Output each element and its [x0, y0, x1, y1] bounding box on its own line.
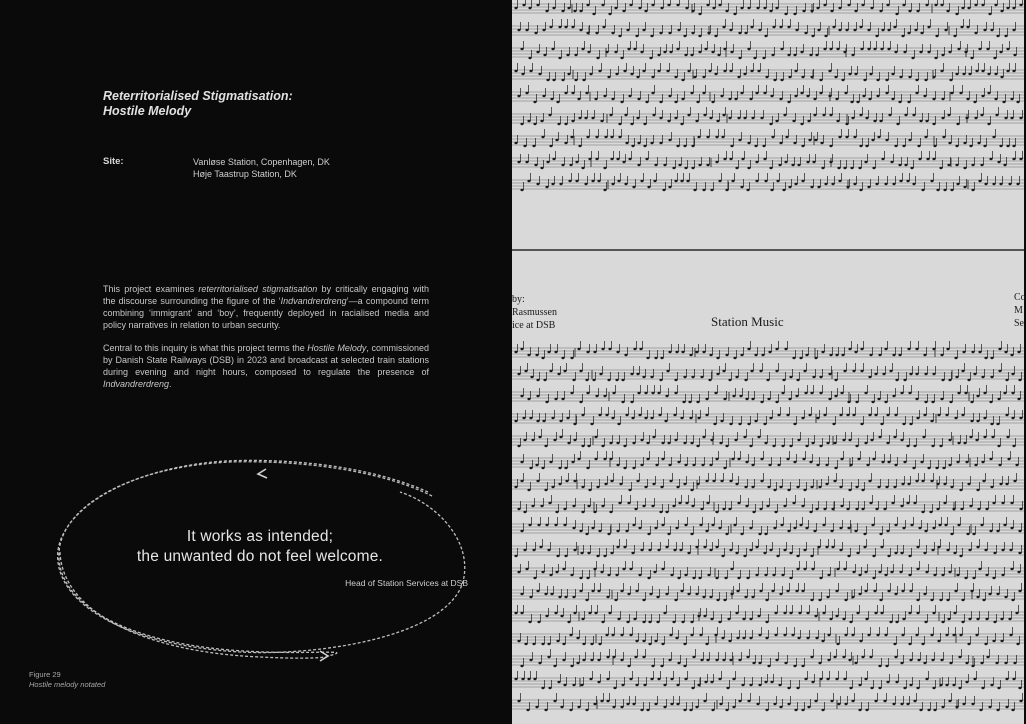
figure-caption-text: Hostile melody notated	[29, 680, 106, 689]
staff-system	[512, 495, 1024, 513]
quote-line-2: the unwanted do not feel welcome.	[136, 548, 384, 565]
staff-system	[512, 129, 1024, 147]
staff-system	[512, 693, 1024, 711]
sheet-music-image	[512, 0, 1024, 724]
staff-system	[512, 63, 1024, 81]
staff-system	[512, 407, 1024, 425]
staff-system	[512, 561, 1024, 579]
left-page	[0, 0, 512, 724]
staff-system	[512, 385, 1024, 403]
staff-system	[512, 583, 1024, 601]
staff-system	[512, 451, 1024, 469]
paragraph-1: This project examines reterritorialised stigmatisation by critically engaging with the discourse surrounding the figure of the ‘Indvandrerdreng’—a compound term combining ‘immigrant’ and ‘boy’, frequently deployed in racialised media and policy narratives in relation to urban security.	[103, 284, 429, 330]
sheet-divider	[512, 249, 1024, 251]
staff-system	[512, 473, 1024, 491]
title-line-1: Reterritorialised Stigmatisation:	[103, 89, 293, 103]
site-line-1: Vanløse Station, Copenhagen, DK	[193, 157, 330, 167]
figure-number: Figure 29	[29, 670, 61, 679]
pull-quote	[100, 527, 420, 567]
paragraph-2: Central to this inquiry is what this project terms the Hostile Melody, commissioned by Danish State Railways (DSB) in 2023 and broadcast at selected train stations during evening and night hours, composed to regulate the presence of Indvandrerdreng.	[103, 343, 429, 389]
staff-system	[512, 605, 1024, 623]
staff-system	[512, 41, 1024, 59]
score-right-header: Co M Se	[1014, 292, 1026, 329]
staff-system	[512, 517, 1024, 535]
title-line-2: Hostile Melody	[103, 104, 192, 118]
site-line-2: Høje Taastrup Station, DK	[193, 169, 297, 179]
staff-system	[512, 173, 1024, 191]
staff-system	[512, 539, 1024, 557]
staff-system	[512, 671, 1024, 689]
site-label: Site:	[103, 156, 124, 167]
staff-system	[512, 19, 1024, 37]
staff-system	[512, 341, 1024, 359]
staff-system	[512, 363, 1024, 381]
staff-system	[512, 627, 1024, 645]
quote-attribution: Head of Station Services at DSB	[345, 578, 468, 588]
dashed-loop-arrow	[0, 0, 512, 724]
staff-system	[512, 429, 1024, 447]
staff-system	[512, 151, 1024, 169]
quote-line-1: It works as intended;	[186, 528, 334, 545]
staff-system	[512, 85, 1024, 103]
staff-system	[512, 0, 1024, 15]
staff-system	[512, 107, 1024, 125]
score-composer-block: by: Rasmussen ice at DSB	[512, 294, 557, 331]
score-title: Station Music	[711, 314, 784, 329]
sheet-music-staves	[512, 0, 1024, 724]
figure-caption	[29, 670, 105, 690]
staff-system	[512, 649, 1024, 667]
